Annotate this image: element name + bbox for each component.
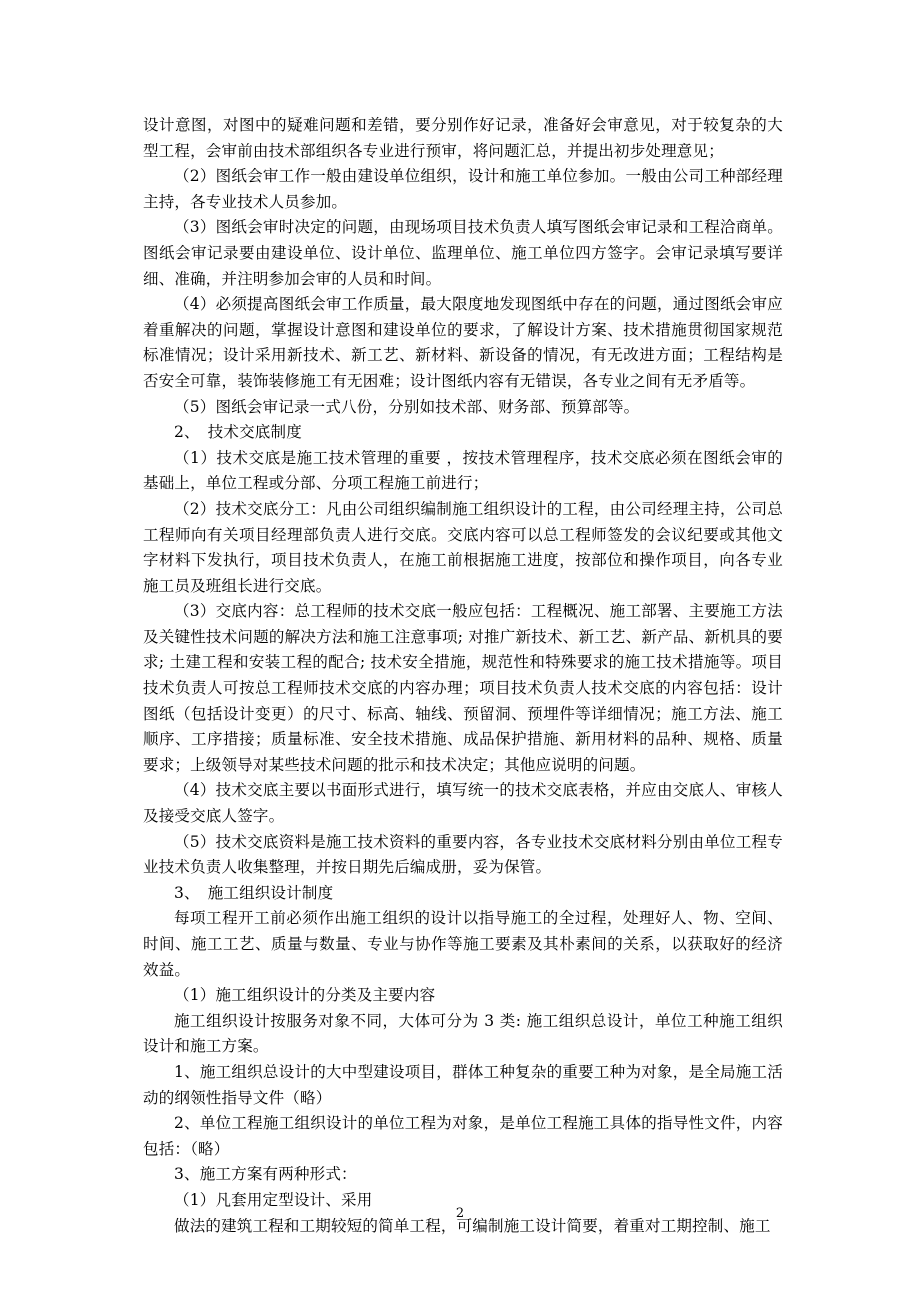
paragraph: （3）图纸会审时决定的问题，由现场项目技术负责人填写图纸会审记录和工程洽商单。图纸会审记录要由建设单位、设计单位、监理单位、施工单位四方签字。会审记录填写要详细、准确，并注明参加会审的人员和时间。 [143,218,783,288]
paragraph: （5）图纸会审记录一式八份，分别如技术部、财务部、预算部等。 [174,397,640,416]
paragraph: （3）交底内容：总工程师的技术交底一般应包括：工程概况、施工部署、主要施工方法及关键性技术问题的解决方法和施工注意事项; 对推广新技术、新工艺、新产品、新机具的要求; 土建工程和安装工程的配合; 技术安全措施，规范性和特殊要求的施工技术措施等。项目技术负责人可按总工程师技术交底的内容办理；项目技术负责人技术交底的内容包括：设计图纸（包括设计变更）的尺寸、标高、轴线、预留洞、预埋件等详细情况；施工方法、施工顺序、工序措接；质量标准、安全技术措施、成品保护措施、新用材料的品种、规格、质量要求；上级领导对某些技术问题的批示和技术决定；其他应说明的问题。 [143,602,783,774]
paragraph: （1）技术交底是施工技术管理的重要 ，按技术管理程序，技术交底必须在图纸会审的基础上，单位工程或分部、分项工程施工前进行； [143,448,783,493]
paragraph: （5）技术交底资料是施工技术资料的重要内容，各专业技术交底材料分别由单位工程专业技术负责人收集整理，并按日期先后编成册，妥为保管。 [143,832,783,877]
paragraph: 3、施工方案有两种形式： [174,1165,357,1184]
paragraph: （1）施工组织设计的分类及主要内容 [174,986,436,1005]
body-text [143,113,783,1239]
section-heading: 2、 技术交底制度 [174,423,302,442]
paragraph: （4）技术交底主要以书面形式进行，填写统一的技术交底表格，并应由交底人、审核人及接受交底人签字。 [143,781,783,826]
paragraph: （4）必须提高图纸会审工作质量，最大限度地发现图纸中存在的问题，通过图纸会审应着重解决的问题，掌握设计意图和建设单位的要求，了解设计方案、技术措施贯彻国家规范标准情况；设计采用新技术、新工艺、新材料、新设备的情况，有无改进方面；工程结构是否安全可靠，装饰装修施工有无困难；设计图纸内容有无错误，各专业之间有无矛盾等。 [143,295,783,390]
paragraph: 2、单位工程施工组织设计的单位工程为对象，是单位工程施工具体的指导性文件，内容包括：（略） [143,1114,783,1158]
paragraph: （2）技术交底分工：凡由公司组织编制施工组织设计的工程，由公司经理主持，公司总工程师向有关项目经理部负责人进行交底。交底内容可以总工程师签发的会议纪要或其他文字材料下发执行，项目技术负责人，在施工前根据施工进度，按部位和操作项目，向各专业施工员及班组长进行交底。 [143,499,783,595]
section-heading: 3、 施工组织设计制度 [174,883,334,902]
paragraph: 每项工程开工前必须作出施工组织的设计以指导施工的全过程，处理好人、物、空间、时间、施工工艺、质量与数量、专业与协作等施工要素及其朴素间的关系，以获取好的经济效益。 [143,909,783,979]
paragraph: （1）凡套用定型设计、采用 [174,1190,373,1209]
paragraph: 做法的建筑工程和工期较短的简单工程，可编制施工设计简要，着重对工期控制、施工 [174,1216,771,1235]
page-number: 2 [455,1206,465,1221]
paragraph: （2）图纸会审工作一般由建设单位组织，设计和施工单位参加。一般由公司工种部经理主持，各专业技术人员参加。 [143,167,783,211]
paragraph: 施工组织设计按服务对象不同，大体可分为 3 类: 施工组织总设计，单位工种施工组织设计和施工方案。 [143,1011,783,1056]
paragraph: 1、施工组织总设计的大中型建设项目，群体工种复杂的重要工种为对象，是全局施工活动的纲领性指导文件（略） [143,1062,783,1107]
paragraph-continuation: 设计意图，对图中的疑难问题和差错，要分别作好记录，准备好会审意见，对于较复杂的大型工程，会审前由技术部组织各专业进行预审，将问题汇总，并提出初步处理意见； [143,116,783,160]
